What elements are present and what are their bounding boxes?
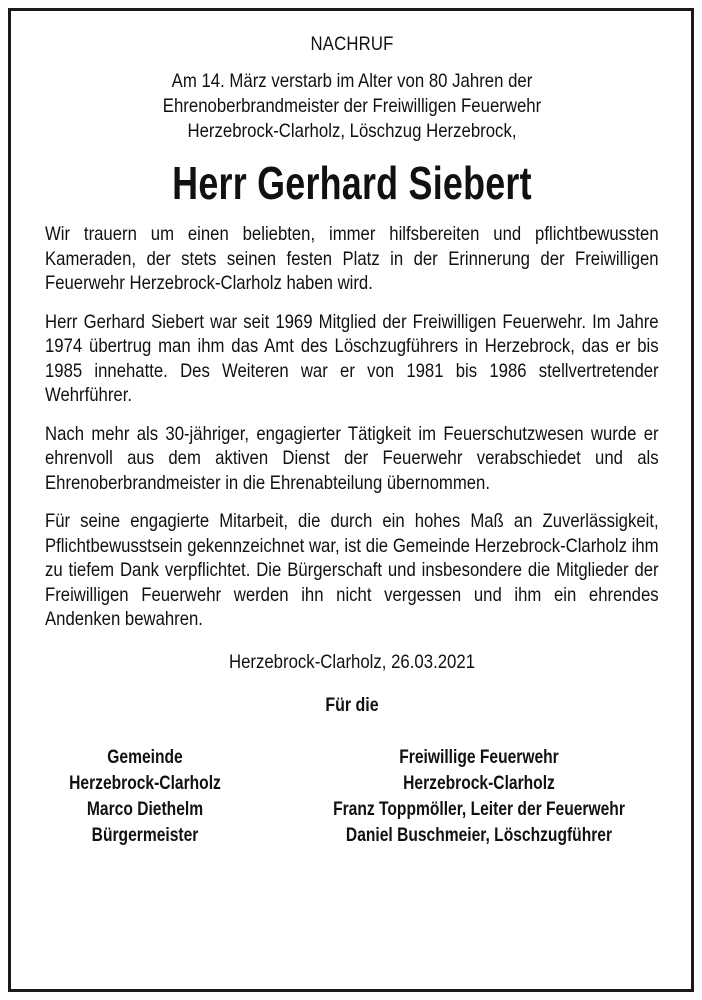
paragraph-gratitude: Für seine engagierte Mitarbeit, die durch ein hohes Maß an Zuverlässigkeit, Pflichtbewusstsein gekennzeichnet war, ist die Gemeinde Herzebrock-Clarholz ihm zu tiefem Dank verpflichtet. Die Bürgerschaft und insbesondere die Mitglieder der Freiwilligen Feuerwehr werden ihn nicht vergessen und ihm ein ehrendes Andenken bewahren.	[45, 510, 659, 630]
deceased-name: Herr Gerhard Siebert	[172, 157, 532, 209]
intro-line: Herzebrock-Clarholz, Löschzug Herzebrock,	[187, 120, 517, 142]
obituary-content	[45, 33, 659, 854]
paragraph-honour: Nach mehr als 30-jähriger, engagierter Tätigkeit im Feuerschutzwesen wurde er ehrenvoll aus dem aktiven Dienst der Feuerwehr verabschiedet und als Ehrenoberbrandmeister in die Ehrenabteilung übernommen.	[45, 422, 659, 494]
signatory-line: Bürgermeister	[91, 823, 199, 846]
paragraph-mourning: Wir trauern um einen beliebten, immer hilfsbereiten und pflichtbewussten Kameraden, der stets seinen festen Platz in der Erinnerung der Freiwilligen Feuerwehr Herzebrock-Clarholz haben wird.	[45, 223, 659, 294]
intro-line: Ehrenoberbrandmeister der Freiwilligen Feuerwehr	[162, 95, 542, 117]
paragraph-membership: Herr Gerhard Siebert war seit 1969 Mitglied der Freiwilligen Feuerwehr. Im Jahre 1974 übertrug man ihm das Amt des Löschzugführers in Herzebrock, das er bis 1985 innehatte. Des Weiteren war er von 1981 bis 1986 stellvertretender Wehrführer.	[45, 310, 659, 406]
place-date: Herzebrock-Clarholz, 26.03.2021	[228, 650, 476, 673]
for-label: Für die	[325, 693, 379, 716]
signatory-municipality	[41, 744, 249, 848]
signatory-line: Herzebrock-Clarholz	[69, 771, 221, 794]
signatory-line: Gemeinde	[107, 745, 183, 768]
signatory-line: Daniel Buschmeier, Löschzugführer	[345, 823, 613, 846]
intro-block	[88, 69, 616, 144]
signatory-line: Marco Diethelm	[86, 797, 204, 820]
obituary-frame	[8, 8, 694, 992]
signatory-line: Franz Toppmöller, Leiter der Feuerwehr	[333, 797, 625, 820]
signatory-line: Herzebrock-Clarholz	[403, 771, 555, 794]
intro-line: Am 14. März verstarb im Alter von 80 Jahren der	[171, 70, 533, 92]
signatory-line: Freiwillige Feuerwehr	[399, 745, 559, 768]
obituary-heading: NACHRUF	[310, 34, 394, 55]
signatures	[45, 744, 659, 854]
signatory-fire-brigade	[303, 744, 655, 848]
